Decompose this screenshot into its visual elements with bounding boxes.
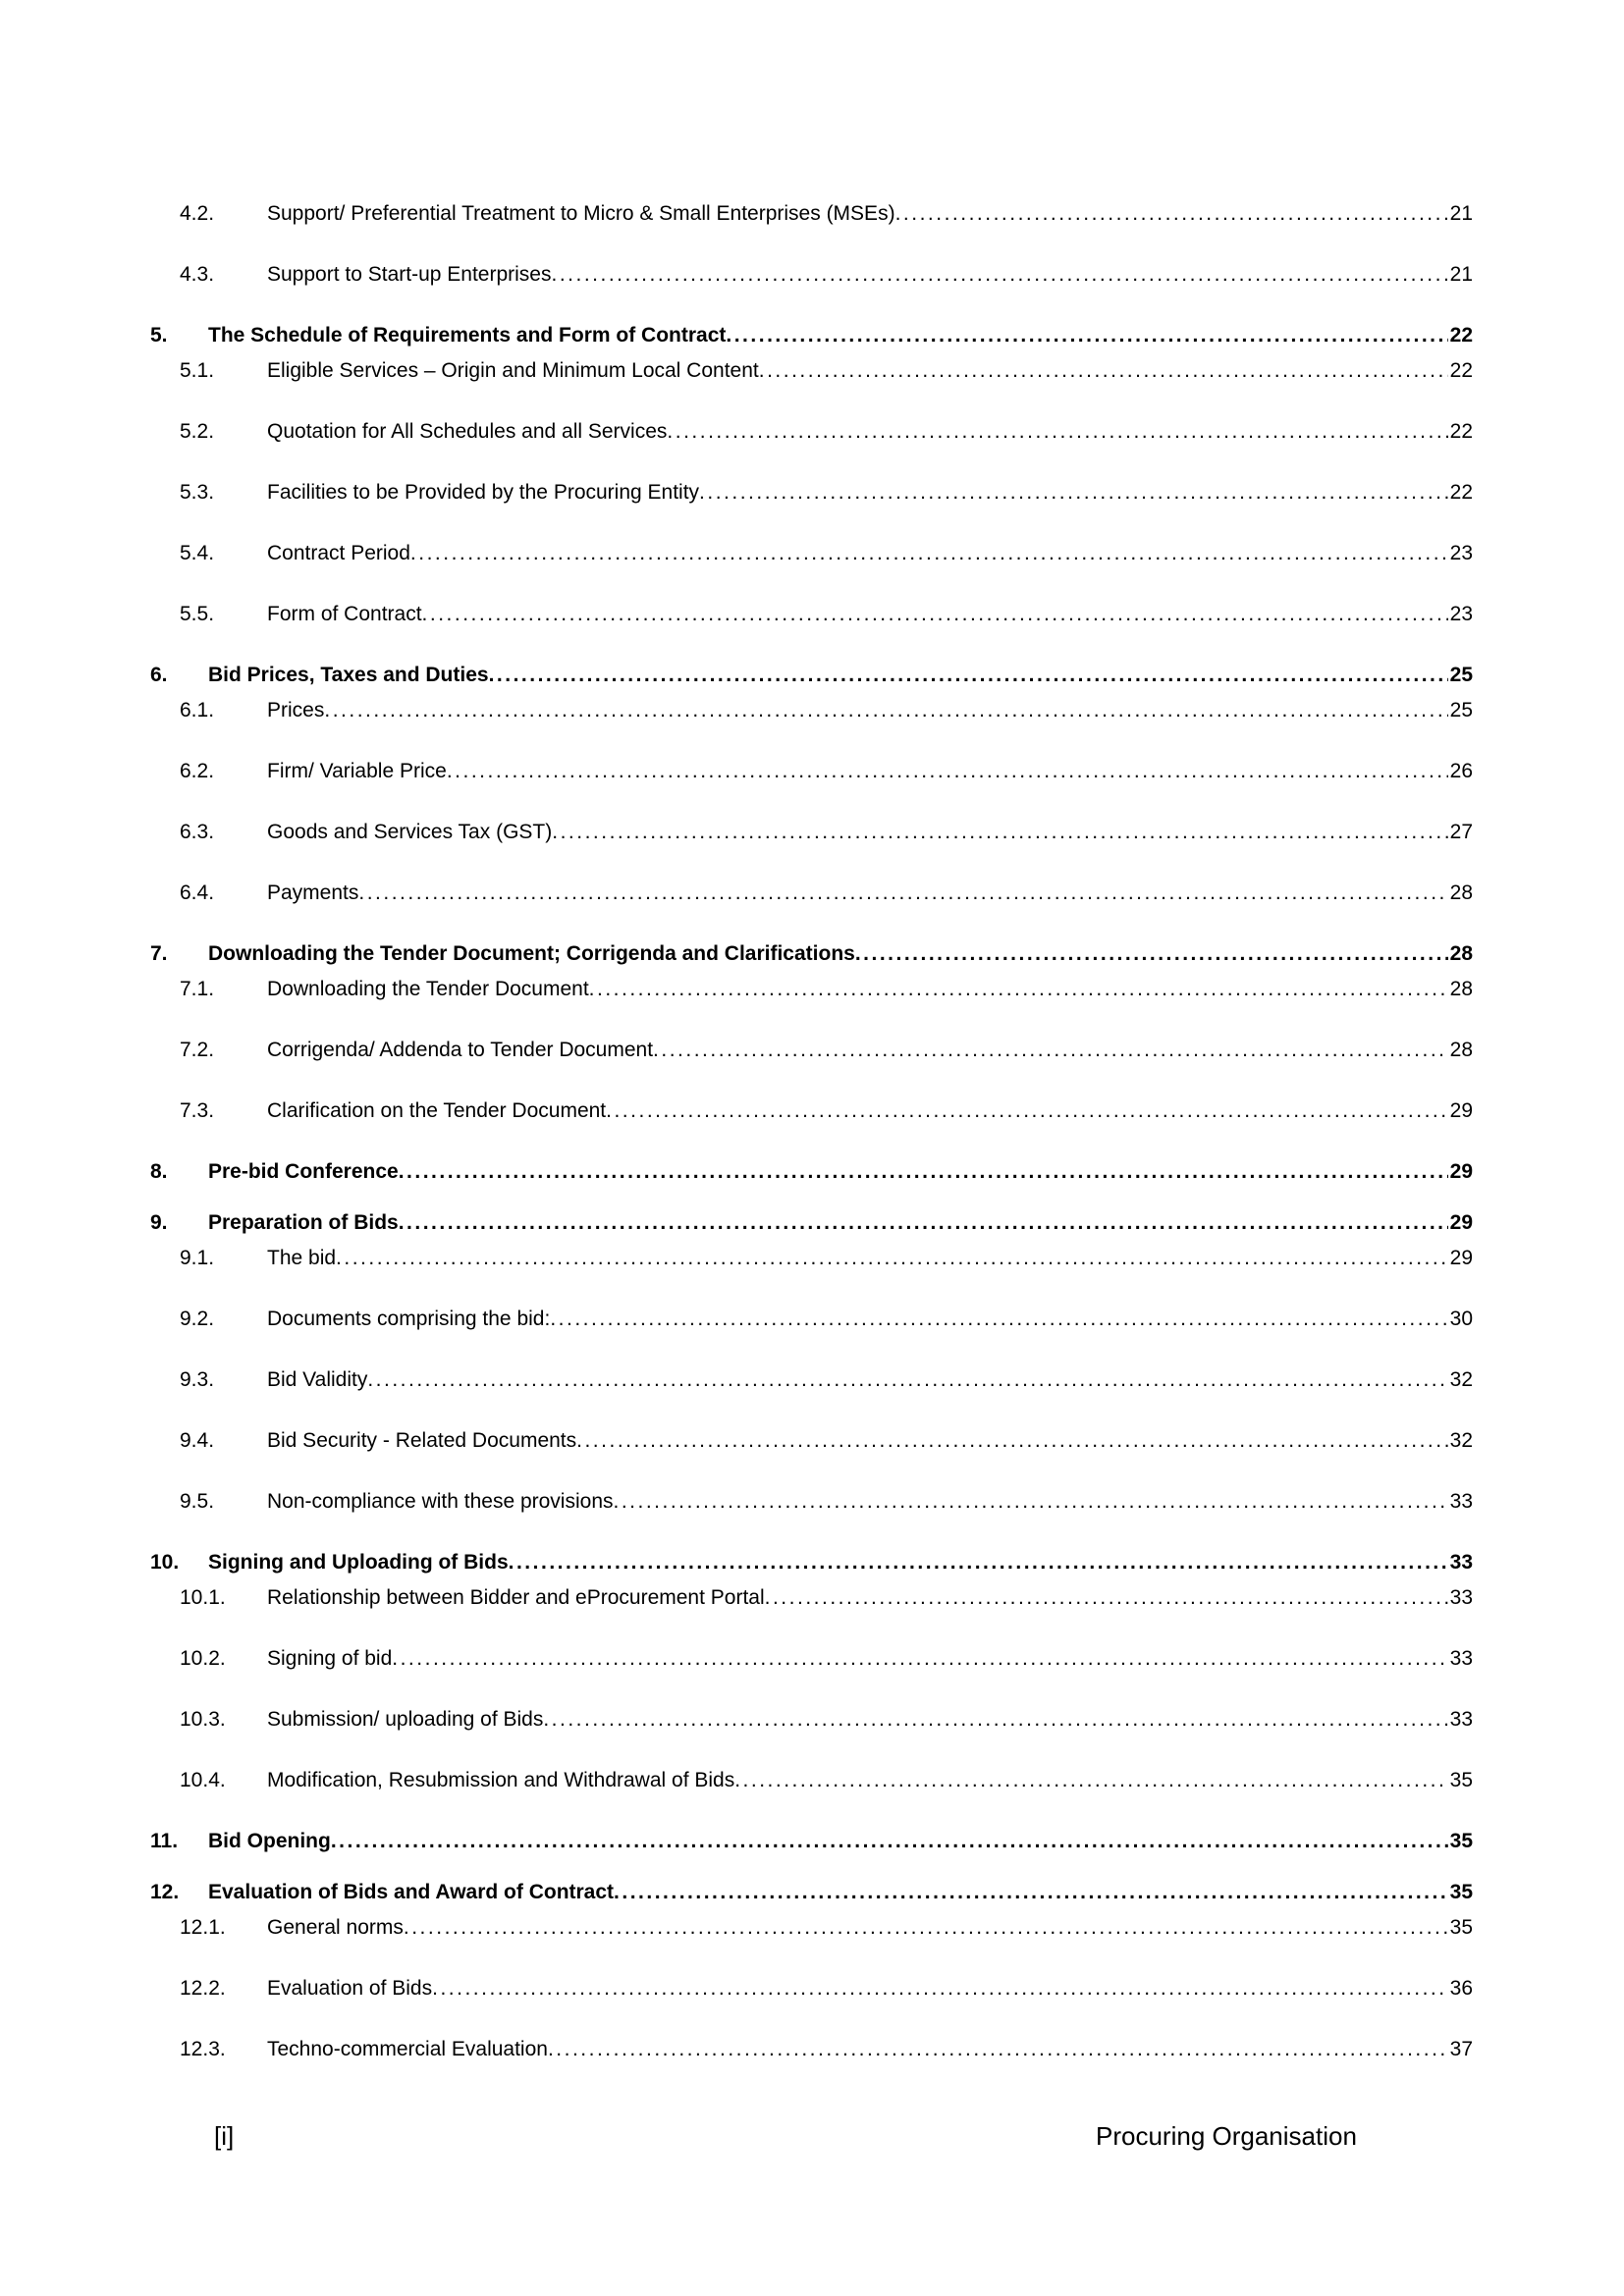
toc-entry-number: 4.2. — [180, 202, 215, 225]
toc-entry-number: 6. — [150, 664, 168, 686]
toc-entry-title: Preparation of Bids — [208, 1211, 399, 1234]
dot-leader — [734, 1768, 1447, 1793]
dot-leader — [667, 419, 1447, 445]
dot-leader — [336, 1246, 1448, 1271]
dot-leader — [765, 1585, 1448, 1611]
toc-entry-title: Evaluation of Bids — [267, 1977, 433, 2000]
dot-leader — [550, 1307, 1447, 1332]
toc-entry-title: Eligible Services – Origin and Minimum Local Content — [267, 359, 759, 382]
dot-leader — [324, 698, 1447, 723]
dot-leader — [410, 541, 1448, 566]
toc-entry-number: 5. — [150, 324, 168, 347]
dot-leader — [551, 262, 1447, 288]
dot-leader — [447, 759, 1448, 784]
toc-entry — [0, 602, 1624, 627]
toc-entry — [0, 941, 1624, 967]
toc-entry-page: 23 — [1449, 603, 1473, 625]
toc-entry-title: Contract Period — [267, 542, 410, 564]
dot-leader — [606, 1098, 1448, 1124]
toc-entry-page: 36 — [1449, 1977, 1473, 2000]
dot-leader — [489, 663, 1448, 688]
toc-entry-number: 5.5. — [180, 603, 215, 625]
toc-entry-title: Signing and Uploading of Bids — [208, 1551, 509, 1574]
dot-leader — [392, 1646, 1447, 1672]
toc-entry-title: Downloading the Tender Document; Corrigenda and Clarifications — [208, 942, 855, 965]
toc-entry-title: Form of Contract — [267, 603, 422, 625]
toc-entry-number: 6.2. — [180, 760, 215, 782]
toc-entry-page: 35 — [1449, 1769, 1473, 1791]
toc-entry-page: 28 — [1449, 1039, 1473, 1061]
toc-entry-page: 28 — [1449, 942, 1473, 965]
toc-entry-page: 30 — [1449, 1308, 1473, 1330]
toc-entry — [0, 1246, 1624, 1271]
toc-entry — [0, 323, 1624, 348]
toc-entry-title: Bid Security - Related Documents — [267, 1429, 577, 1452]
toc-entry — [0, 1768, 1624, 1793]
toc-entry — [0, 1428, 1624, 1454]
toc-entry — [0, 1098, 1624, 1124]
toc-entry — [0, 1038, 1624, 1063]
dot-leader — [358, 881, 1447, 906]
toc-entry-title: Modification, Resubmission and Withdrawal of Bids — [267, 1769, 735, 1791]
toc-entry-title: Signing of bid — [267, 1647, 393, 1670]
toc-entry-number: 6.3. — [180, 821, 215, 843]
toc-entry-title: Downloading the Tender Document — [267, 978, 589, 1000]
toc-entry-page: 26 — [1449, 760, 1473, 782]
toc-entry-number: 9.4. — [180, 1429, 215, 1452]
toc-entry-page: 23 — [1449, 542, 1473, 564]
toc-entry — [0, 480, 1624, 506]
toc-entry-number: 12.1. — [180, 1916, 226, 1939]
toc-entry-number: 12. — [150, 1881, 180, 1903]
toc-entry — [0, 881, 1624, 906]
toc-entry-page: 33 — [1449, 1586, 1473, 1609]
toc-entry — [0, 1646, 1624, 1672]
toc-entry — [0, 1367, 1624, 1393]
toc-entry-page: 35 — [1449, 1830, 1473, 1852]
toc-entry-number: 5.3. — [180, 481, 215, 504]
toc-entry-page: 29 — [1449, 1160, 1473, 1183]
toc-entry-number: 10.2. — [180, 1647, 226, 1670]
toc-entry-page: 35 — [1449, 1881, 1473, 1903]
toc-entry-page: 21 — [1449, 263, 1473, 286]
dot-leader — [509, 1550, 1448, 1575]
dot-leader — [552, 820, 1447, 845]
dot-leader — [543, 1707, 1447, 1733]
toc-entry-number: 4.3. — [180, 263, 215, 286]
toc-entry-number: 6.1. — [180, 699, 215, 721]
dot-leader — [422, 602, 1448, 627]
dot-leader — [759, 358, 1448, 384]
toc-entry-page: 33 — [1449, 1551, 1473, 1574]
dot-leader — [576, 1428, 1448, 1454]
toc-entry-title: Bid Opening — [208, 1830, 331, 1852]
toc-entry — [0, 2037, 1624, 2062]
dot-leader — [855, 941, 1448, 967]
toc-entry-number: 7.1. — [180, 978, 215, 1000]
toc-entry-number: 12.3. — [180, 2038, 226, 2060]
toc-entry-number: 12.2. — [180, 1977, 226, 2000]
toc-entry-title: The bid — [267, 1247, 337, 1269]
toc-entry-title: Pre-bid Conference — [208, 1160, 399, 1183]
toc-entry-title: Firm/ Variable Price — [267, 760, 447, 782]
toc-entry-page: 22 — [1449, 324, 1473, 347]
toc-entry-page: 35 — [1449, 1916, 1473, 1939]
toc-entry-title: Clarification on the Tender Document — [267, 1099, 607, 1122]
toc-entry — [0, 1307, 1624, 1332]
toc-entry — [0, 759, 1624, 784]
toc-entry — [0, 977, 1624, 1002]
dot-leader — [653, 1038, 1448, 1063]
dot-leader — [399, 1210, 1448, 1236]
toc-entry-page: 28 — [1449, 978, 1473, 1000]
toc-entry-number: 5.2. — [180, 420, 215, 443]
toc-entry — [0, 358, 1624, 384]
toc-entry — [0, 1707, 1624, 1733]
toc-entry-page: 25 — [1449, 699, 1473, 721]
toc-entry — [0, 1585, 1624, 1611]
dot-leader — [614, 1489, 1448, 1515]
toc-entry-page: 21 — [1449, 202, 1473, 225]
toc-entry-number: 10.3. — [180, 1708, 226, 1731]
toc-entry-page: 22 — [1449, 481, 1473, 504]
toc-entry-page: 22 — [1449, 420, 1473, 443]
toc-entry-number: 7.3. — [180, 1099, 215, 1122]
toc-entry-title: The Schedule of Requirements and Form of Contract — [208, 324, 727, 347]
toc-entry-page: 28 — [1449, 881, 1473, 904]
toc-entry-page: 32 — [1449, 1429, 1473, 1452]
toc-entry-page: 29 — [1449, 1211, 1473, 1234]
toc-entry-title: Corrigenda/ Addenda to Tender Document — [267, 1039, 654, 1061]
toc-entry-title: Facilities to be Provided by the Procuring Entity — [267, 481, 700, 504]
dot-leader — [331, 1829, 1448, 1854]
toc-entry-page: 27 — [1449, 821, 1473, 843]
dot-leader — [399, 1159, 1448, 1185]
toc-entry — [0, 1489, 1624, 1515]
toc-entry-title: Techno-commercial Evaluation — [267, 2038, 548, 2060]
dot-leader — [367, 1367, 1447, 1393]
toc-entry — [0, 262, 1624, 288]
toc-entry-title: Prices — [267, 699, 325, 721]
toc-entry — [0, 419, 1624, 445]
toc-entry-number: 11. — [150, 1830, 179, 1852]
toc-entry-title: Support to Start-up Enterprises — [267, 263, 552, 286]
toc-entry-number: 5.1. — [180, 359, 215, 382]
toc-entry-title: General norms — [267, 1916, 404, 1939]
toc-entry — [0, 1829, 1624, 1854]
toc-entry — [0, 1976, 1624, 2002]
toc-entry — [0, 1159, 1624, 1185]
toc-entry — [0, 1550, 1624, 1575]
toc-entry-title: Bid Validity — [267, 1368, 368, 1391]
dot-leader — [589, 977, 1448, 1002]
toc-entry-page: 33 — [1449, 1708, 1473, 1731]
toc-entry — [0, 663, 1624, 688]
toc-entry — [0, 1210, 1624, 1236]
toc-entry-number: 9.5. — [180, 1490, 215, 1513]
toc-entry-page: 29 — [1449, 1247, 1473, 1269]
toc-entry-page: 25 — [1449, 664, 1473, 686]
toc-entry-number: 5.4. — [180, 542, 215, 564]
toc-entry-page: 32 — [1449, 1368, 1473, 1391]
toc-entry-title: Non-compliance with these provisions — [267, 1490, 614, 1513]
toc-entry-title: Evaluation of Bids and Award of Contract — [208, 1881, 615, 1903]
toc-entry-title: Submission/ uploading of Bids — [267, 1708, 544, 1731]
toc-entry — [0, 698, 1624, 723]
toc-entry-number: 10.1. — [180, 1586, 226, 1609]
toc-entry-page: 33 — [1449, 1490, 1473, 1513]
toc-entry-number: 9.3. — [180, 1368, 215, 1391]
dot-leader — [432, 1976, 1448, 2002]
footer-organisation: Procuring Organisation — [1096, 2121, 1357, 2151]
toc-entry-number: 9. — [150, 1211, 168, 1234]
footer-page-number: [i] — [214, 2121, 235, 2151]
toc-entry-page: 29 — [1449, 1099, 1473, 1122]
toc-entry-number: 8. — [150, 1160, 168, 1183]
toc-entry-title: Goods and Services Tax (GST) — [267, 821, 553, 843]
toc-entry-number: 7.2. — [180, 1039, 215, 1061]
dot-leader — [726, 323, 1447, 348]
dot-leader — [699, 480, 1448, 506]
toc-entry-title: Bid Prices, Taxes and Duties — [208, 664, 489, 686]
toc-entry-number: 9.1. — [180, 1247, 215, 1269]
toc-entry-page: 33 — [1449, 1647, 1473, 1670]
toc-entry-number: 9.2. — [180, 1308, 215, 1330]
toc-entry-number: 7. — [150, 942, 168, 965]
dot-leader — [548, 2037, 1448, 2062]
toc-entry-number: 6.4. — [180, 881, 215, 904]
dot-leader — [614, 1880, 1448, 1905]
toc-entry-number: 10. — [150, 1551, 180, 1574]
toc-entry-number: 10.4. — [180, 1769, 226, 1791]
toc-entry — [0, 1915, 1624, 1941]
dot-leader — [895, 201, 1448, 227]
toc-entry-page: 37 — [1449, 2038, 1473, 2060]
toc-entry-title: Quotation for All Schedules and all Services — [267, 420, 668, 443]
toc-entry-title: Documents comprising the bid: — [267, 1308, 551, 1330]
toc-entry — [0, 1880, 1624, 1905]
toc-entry-page: 22 — [1449, 359, 1473, 382]
toc-entry-title: Payments — [267, 881, 359, 904]
toc-entry — [0, 820, 1624, 845]
dot-leader — [404, 1915, 1448, 1941]
toc-entry-title: Relationship between Bidder and eProcurement Portal — [267, 1586, 765, 1609]
toc-entry-title: Support/ Preferential Treatment to Micro & Small Enterprises (MSEs) — [267, 202, 895, 225]
toc-entry — [0, 541, 1624, 566]
toc-entry — [0, 201, 1624, 227]
